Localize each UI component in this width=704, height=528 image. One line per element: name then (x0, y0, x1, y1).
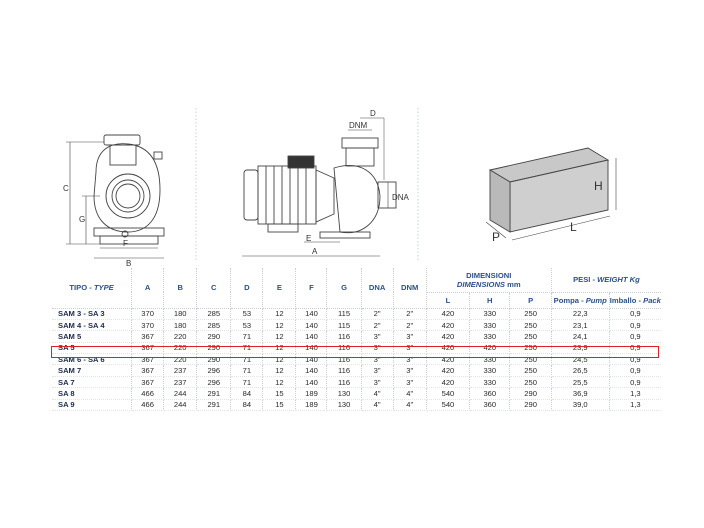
table-cell: 12 (263, 342, 296, 353)
col-header-pack: Imballo - Pack (609, 292, 661, 308)
specifications-table (52, 268, 661, 411)
box-label-H: H (594, 179, 603, 193)
table-cell: 4" (361, 399, 393, 410)
table-cell: 116 (327, 376, 361, 387)
table-cell: 3" (393, 354, 426, 365)
table-cell: 330 (470, 331, 510, 342)
table-cell: 71 (231, 331, 263, 342)
table-cell: 367 (132, 354, 164, 365)
table-cell: 250 (510, 354, 551, 365)
table-cell: 367 (132, 331, 164, 342)
table-row (52, 365, 661, 376)
dim-label-E: E (306, 234, 312, 243)
dim-label-F: F (123, 239, 128, 248)
table-cell: 330 (470, 365, 510, 376)
table-cell: 1,3 (609, 399, 661, 410)
table-cell: 296 (197, 376, 231, 387)
table-cell: 24,1 (551, 331, 609, 342)
table-cell: 291 (197, 388, 231, 399)
col-header-type: TIPO - TYPE (52, 268, 132, 308)
model-name-cell: SA 7 (52, 376, 132, 387)
table-cell: 244 (164, 388, 197, 399)
table-cell: 420 (426, 354, 469, 365)
table-cell: 420 (426, 308, 469, 319)
model-name-cell: SAM 5 (52, 331, 132, 342)
table-cell: 140 (296, 365, 327, 376)
col-header-H: H (470, 292, 510, 308)
table-row (52, 354, 661, 365)
col-header-C: C (197, 268, 231, 308)
table-cell: 3" (361, 376, 393, 387)
table-cell: 420 (426, 331, 469, 342)
table-cell: 250 (510, 342, 551, 353)
model-name-cell: SAM 6 - SA 6 (52, 354, 132, 365)
table-cell: 360 (470, 399, 510, 410)
table-cell: 71 (231, 354, 263, 365)
table-cell: 12 (263, 354, 296, 365)
table-cell: 2" (393, 319, 426, 330)
table-cell: 3" (393, 376, 426, 387)
table-cell: 290 (197, 331, 231, 342)
table-cell: 220 (164, 354, 197, 365)
table-cell: 0,9 (609, 365, 661, 376)
col-header-B: B (164, 268, 197, 308)
table-cell: 12 (263, 365, 296, 376)
table-cell: 4" (393, 399, 426, 410)
table-cell: 420 (426, 319, 469, 330)
table-cell: 3" (393, 331, 426, 342)
table-cell: 330 (470, 308, 510, 319)
dim-label-C: C (63, 184, 69, 193)
table-cell: 140 (296, 308, 327, 319)
col-header-weights: PESI - WEIGHT Kg (551, 268, 661, 292)
table-cell: 360 (470, 388, 510, 399)
table-cell: 2" (361, 308, 393, 319)
dim-label-DNA: DNA (392, 193, 409, 202)
table-cell: 370 (132, 308, 164, 319)
col-header-pump: Pompa - Pump (551, 292, 609, 308)
model-name-cell: SA 8 (52, 388, 132, 399)
table-cell: 53 (231, 308, 263, 319)
table-cell: 53 (231, 319, 263, 330)
box-label-L: L (570, 220, 577, 234)
table-cell: 189 (296, 388, 327, 399)
table-cell: 2" (393, 308, 426, 319)
table-cell: 140 (296, 342, 327, 353)
table-cell: 71 (231, 376, 263, 387)
table-cell: 220 (164, 342, 197, 353)
table-cell: 420 (426, 342, 469, 353)
table-cell: 285 (197, 308, 231, 319)
table-row (52, 399, 661, 410)
table-cell: 0,9 (609, 342, 661, 353)
table-cell: 540 (426, 399, 469, 410)
col-header-L: L (426, 292, 469, 308)
table-cell: 237 (164, 376, 197, 387)
table-cell: 250 (510, 308, 551, 319)
table-cell: 330 (470, 354, 510, 365)
table-cell: 290 (197, 354, 231, 365)
table-cell: 12 (263, 308, 296, 319)
table-cell: 420 (470, 342, 510, 353)
table-cell: 540 (426, 388, 469, 399)
dim-label-D: D (370, 109, 376, 118)
table-cell: 0,9 (609, 376, 661, 387)
table-cell: 140 (296, 319, 327, 330)
col-header-A: A (132, 268, 164, 308)
model-name-cell: SA 5 (52, 342, 132, 353)
table-cell: 0,9 (609, 331, 661, 342)
dim-label-G: G (79, 215, 86, 224)
table-cell: 370 (132, 319, 164, 330)
table-cell: 71 (231, 365, 263, 376)
col-header-G: G (327, 268, 361, 308)
table-cell: 3" (361, 354, 393, 365)
box-label-P: P (492, 230, 501, 244)
table-cell: 84 (231, 388, 263, 399)
specifications-body (52, 308, 661, 411)
table-cell: 3" (361, 365, 393, 376)
table-row (52, 342, 661, 353)
table-cell: 420 (426, 365, 469, 376)
table-cell: 367 (132, 365, 164, 376)
table-cell: 3" (361, 331, 393, 342)
table-cell: 12 (263, 376, 296, 387)
table-cell: 0,9 (609, 308, 661, 319)
table-cell: 1,3 (609, 388, 661, 399)
table-cell: 115 (327, 319, 361, 330)
dim-label-B: B (126, 259, 132, 268)
table-cell: 4" (361, 388, 393, 399)
table-cell: 3" (361, 342, 393, 353)
table-cell: 290 (510, 399, 551, 410)
table-cell: 115 (327, 308, 361, 319)
col-header-DNA: DNA (361, 268, 393, 308)
table-cell: 367 (132, 342, 164, 353)
table-cell: 0,9 (609, 319, 661, 330)
col-header-dimensions: DIMENSIONI DIMENSIONS mm (426, 268, 551, 292)
table-cell: 291 (197, 399, 231, 410)
col-header-E: E (263, 268, 296, 308)
table-cell: 140 (296, 354, 327, 365)
table-cell: 24,5 (551, 354, 609, 365)
table-cell: 140 (296, 376, 327, 387)
table-cell: 0,9 (609, 354, 661, 365)
table-cell: 4" (393, 388, 426, 399)
packaging-box-drawing (486, 148, 616, 240)
table-row (52, 388, 661, 399)
table-cell: 237 (164, 365, 197, 376)
col-header-F: F (296, 268, 327, 308)
table-cell: 84 (231, 399, 263, 410)
table-cell: 180 (164, 308, 197, 319)
table-cell: 330 (470, 319, 510, 330)
table-cell: 116 (327, 342, 361, 353)
model-name-cell: SAM 3 - SA 3 (52, 308, 132, 319)
table-cell: 25,5 (551, 376, 609, 387)
table-cell: 3" (393, 342, 426, 353)
model-name-cell: SAM 7 (52, 365, 132, 376)
model-name-cell: SAM 4 - SA 4 (52, 319, 132, 330)
table-cell: 71 (231, 342, 263, 353)
table-cell: 180 (164, 319, 197, 330)
pump-side-view (242, 118, 396, 256)
col-header-D: D (231, 268, 263, 308)
table-cell: 39,0 (551, 399, 609, 410)
table-cell: 466 (132, 388, 164, 399)
dim-label-A: A (312, 247, 318, 256)
table-cell: 250 (510, 376, 551, 387)
table-cell: 12 (263, 331, 296, 342)
model-name-cell: SA 9 (52, 399, 132, 410)
col-header-DNM: DNM (393, 268, 426, 308)
table-cell: 220 (164, 331, 197, 342)
table-cell: 130 (327, 388, 361, 399)
table-cell: 250 (510, 319, 551, 330)
table-cell: 250 (510, 365, 551, 376)
table-cell: 296 (197, 365, 231, 376)
table-cell: 290 (510, 388, 551, 399)
pump-front-view (66, 135, 164, 258)
table-cell: 116 (327, 354, 361, 365)
table-cell: 466 (132, 399, 164, 410)
table-cell: 420 (426, 376, 469, 387)
table-cell: 330 (470, 376, 510, 387)
table-cell: 130 (327, 399, 361, 410)
table-cell: 3" (393, 365, 426, 376)
dim-label-DNM: DNM (349, 121, 368, 130)
table-cell: 367 (132, 376, 164, 387)
table-cell: 15 (263, 399, 296, 410)
table-cell: 23,1 (551, 319, 609, 330)
table-cell: 140 (296, 331, 327, 342)
table-row (52, 319, 661, 330)
table-row (52, 376, 661, 387)
table-cell: 15 (263, 388, 296, 399)
table-cell: 22,3 (551, 308, 609, 319)
table-cell: 285 (197, 319, 231, 330)
table-cell: 250 (510, 331, 551, 342)
table-cell: 36,9 (551, 388, 609, 399)
table-cell: 189 (296, 399, 327, 410)
col-header-P: P (510, 292, 551, 308)
table-cell: 290 (197, 342, 231, 353)
table-cell: 23,9 (551, 342, 609, 353)
table-cell: 2" (361, 319, 393, 330)
table-cell: 116 (327, 331, 361, 342)
table-cell: 116 (327, 365, 361, 376)
table-row (52, 308, 661, 319)
table-cell: 244 (164, 399, 197, 410)
table-cell: 12 (263, 319, 296, 330)
table-row (52, 331, 661, 342)
table-cell: 26,5 (551, 365, 609, 376)
